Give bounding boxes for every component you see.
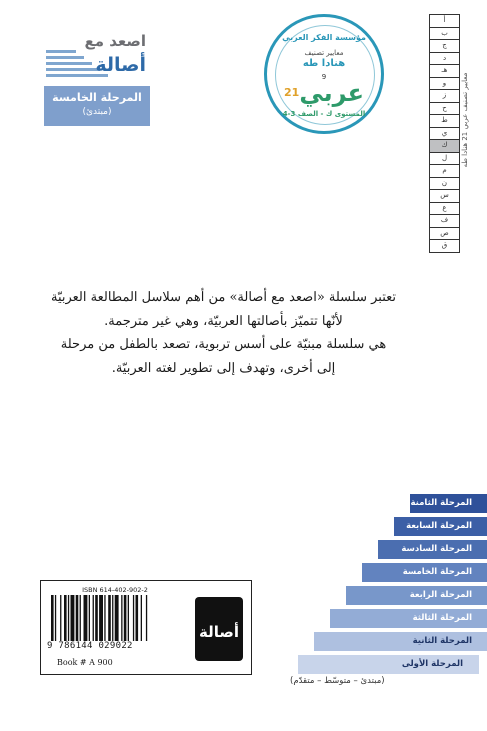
arabic21-badge [264,14,384,134]
grid-cell: أ [430,15,459,28]
paragraph-line: تعتبر سلسلة «اصعد مع أصالة» من أهم سلاسل المطالعة العربيّة [50,290,397,305]
barcode-bar [115,595,119,641]
badge-category: معايير تصنيف [304,49,344,57]
ladder-step: المرحلة الثانية [314,632,487,651]
ladder-step: المرحلة الثامنة [410,494,487,513]
grid-cell: ي [430,128,459,141]
barcode-bars [51,595,179,641]
ladder-note: (مبتدئ – متوسّط – متقدّم) [290,676,385,686]
barcode-bar [89,595,90,641]
vertical-label [457,20,487,220]
grid-cell: م [430,165,459,178]
grid-cell: ل [430,153,459,166]
grid-cell: ن [430,178,459,191]
barcode-bar [121,595,122,641]
grid-cell: ف [430,215,459,228]
logo-line1: اصعد مع [84,32,146,50]
barcode-bar [76,595,79,641]
grid-cell: د [430,53,459,66]
barcode-bar [60,595,61,641]
grid-cell: ب [430,28,459,41]
barcode-box [40,580,252,675]
barcode-bar [80,595,81,641]
barcode-bar [55,595,56,641]
description-paragraph [40,286,407,380]
grid-cell: ع [430,203,459,216]
grid-cell: و [430,78,459,91]
grid-cell: ص [430,228,459,241]
grid-cell: ق [441,241,448,249]
logo-line2: أصالة [95,54,146,76]
barcode-bar [51,595,54,641]
badge-brand-text: عربي [299,79,364,107]
badge-brand-sup: 21 [284,86,300,99]
badge-grade: المستوى ك - الصف 3-4 [282,110,366,118]
paragraph-line: هي سلسلة مبنيّة على أسس تربوية، تصعد بالطفل من مرحلة [60,337,387,352]
barcode-bar [136,595,139,641]
grid-cell: س [430,190,459,203]
barcode-bar [146,595,147,641]
grid-cell: ك [430,140,459,153]
grid-cell: ط [430,115,459,128]
level-box [44,86,150,126]
ladder-step: المرحلة الخامسة [362,563,487,582]
barcode-bar [128,595,129,641]
barcode-bar [68,595,69,641]
barcode-digits: 9 786144 029022 [47,641,133,651]
barcode-bar [93,595,94,641]
barcode-bar [104,595,105,641]
grid-cell: ج [430,40,459,53]
isbn-text: ISBN 614-402-902-2 [82,586,148,594]
barcode-bar [133,595,134,641]
paragraph-line: لأنّها تتميّز بأصالتها العربيّة، وهي غير مترجمة. [104,313,343,329]
grid-cell: هـ [430,65,459,78]
ladder-step: المرحلة السابعة [394,517,487,536]
series-logo [44,22,154,80]
barcode-bar [95,595,98,641]
badge-brand [267,80,381,106]
barcode-bar [99,595,103,641]
level-title: المرحلة الخامسة [52,91,142,104]
book-number: Book # A 900 [57,658,113,667]
grid-cell: ح [430,103,459,116]
barcode-bar [112,595,113,641]
barcode-bar [124,595,127,641]
level-subtitle: (مبتدئ) [82,107,112,117]
barcode-bar [71,595,75,641]
badge-number: 9 [321,73,327,81]
level-index-grid [429,14,460,253]
barcode-bar [64,595,67,641]
barcode-bar [141,595,142,641]
publisher-mark-text: أصالة [199,623,239,641]
ladder-step: المرحلة السادسة [378,540,487,559]
ladder-step: المرحلة الأولى [298,655,479,674]
badge-org-name: مؤسسة الفكر العربي [282,33,366,42]
ladder-step: المرحلة الرابعة [346,586,487,605]
paragraph-line: إلى أخرى، وتهدف إلى تطوير لغته العربيّة. [111,360,336,376]
ladder-step: المرحلة الثالثة [330,609,487,628]
publisher-mark-icon [191,591,247,667]
vertical-label-text: معايير تصنيف عربي 21 هنادا طه [461,72,469,168]
grid-cell: ز [430,90,459,103]
barcode-bar [84,595,88,641]
barcode-bar [108,595,111,641]
badge-author: هنادا طه [302,58,346,69]
